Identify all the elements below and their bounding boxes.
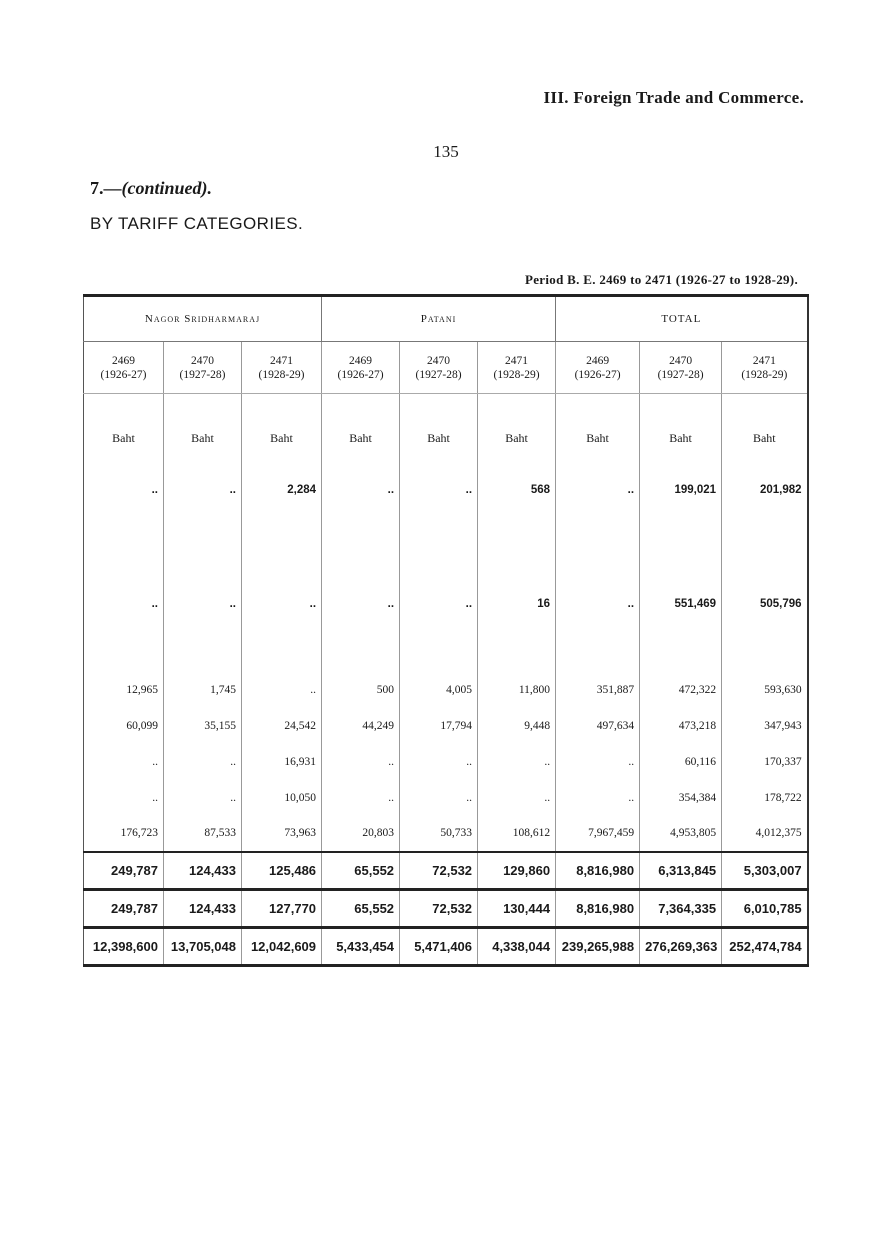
table-cell: 551,469 [640,598,722,626]
table-cell: .. [242,672,322,708]
table-cell: 4,012,375 [722,816,808,852]
year-header [164,342,242,394]
total-cell: 249,787 [84,890,164,928]
table-cell: 20,803 [322,816,400,852]
table-cell: 199,021 [640,484,722,512]
table-cell: 176,723 [120,827,158,839]
year-be: 2471 [505,354,529,367]
total-cell: 65,552 [322,890,400,928]
table-cell: .. [242,598,322,626]
table-cell: 108,612 [478,816,556,852]
total-cell: 276,269,363 [640,928,722,966]
year-ce: (1927-28) [657,368,704,381]
table-cell: 60,099 [126,719,158,732]
year-header [322,342,400,394]
table-cell: .. [152,791,158,804]
table-row [84,672,808,708]
table-cell: .. [322,484,400,512]
table-cell: .. [400,598,478,626]
total-cell: 6,313,845 [640,852,722,890]
table-cell: 12,965 [126,683,158,696]
total-cell: 72,532 [400,852,478,890]
table-cell: .. [164,484,242,512]
table-cell: .. [556,598,640,626]
total-cell: 249,787 [84,852,164,890]
spacer-row [84,512,808,598]
spacer-row [84,626,808,672]
year-ce: (1926-27) [574,368,621,381]
unit-cell: Baht [112,431,135,446]
table-cell: 178,722 [722,780,808,816]
table-cell: 505,796 [722,598,808,626]
table-cell: 87,533 [164,816,242,852]
period-caption: Period B. E. 2469 to 2471 (1926-27 to 1928-29). [525,272,798,287]
year-ce: (1928-29) [493,368,540,381]
table-cell: .. [478,780,556,816]
table-cell: .. [164,780,242,816]
table-cell: .. [322,598,400,626]
table-cell: 9,448 [478,708,556,744]
table-row [84,780,808,816]
group-header-total: TOTAL [556,296,808,342]
table-ref-continued: (continued). [121,178,213,198]
table-cell: 497,634 [556,708,640,744]
year-be: 2470 [669,354,693,367]
year-be: 2469 [112,354,135,367]
total-cell: 5,303,007 [722,852,808,890]
table-cell: .. [556,780,640,816]
table-cell: .. [400,744,478,780]
total-cell: 239,265,988 [556,928,640,966]
table-cell: .. [151,483,158,496]
table-cell: .. [322,780,400,816]
grand-total-row [84,928,808,966]
total-cell: 8,816,980 [556,852,640,890]
unit-cell: Baht [242,394,322,484]
table-cell: 201,982 [722,484,808,512]
total-cell: 65,552 [322,852,400,890]
table-cell: .. [556,744,640,780]
total-cell: 125,486 [242,852,322,890]
table-row [84,744,808,780]
unit-cell: Baht [322,394,400,484]
year-be: 2470 [191,354,214,367]
year-be: 2470 [427,354,451,367]
year-ce: (1928-29) [258,368,305,381]
table-cell: .. [322,744,400,780]
unit-cell: Baht [556,394,640,484]
unit-cell: Baht [640,394,722,484]
year-header [242,342,322,394]
unit-cell: Baht [164,394,242,484]
table-cell: .. [152,755,158,768]
table-cell: 593,630 [722,672,808,708]
table-cell: 472,322 [640,672,722,708]
year-header [478,342,556,394]
table-cell: 16 [478,598,556,626]
year-ce: (1926-27) [337,368,384,381]
group-header-patani: Patani [322,296,556,342]
table-cell: 7,967,459 [556,816,640,852]
unit-cell: Baht [478,394,556,484]
table-cell: 500 [322,672,400,708]
year-be: 2469 [349,354,373,367]
page-number: 135 [433,142,459,161]
trade-table [83,294,809,967]
table-cell: 44,249 [322,708,400,744]
total-cell: 72,532 [400,890,478,928]
section-heading: III. Foreign Trade and Commerce. [543,88,804,107]
total-cell: 124,433 [164,852,242,890]
table-cell: .. [164,744,242,780]
unit-cell: Baht [400,394,478,484]
total-cell: 130,444 [478,890,556,928]
table-cell: 10,050 [242,780,322,816]
total-cell: 124,433 [164,890,242,928]
group-header-row [84,296,808,342]
table-cell: 354,384 [640,780,722,816]
table-reference [90,178,212,199]
year-header-row [84,342,808,394]
year-be: 2471 [270,354,294,367]
year-ce: (1927-28) [415,368,462,381]
year-ce: (1927-28) [179,368,226,381]
year-ce: (1926-27) [100,368,147,381]
table-cell: 2,284 [242,484,322,512]
table-cell: 568 [478,484,556,512]
year-header [722,342,808,394]
year-header [640,342,722,394]
year-be: 2469 [586,354,610,367]
table-cell: .. [164,598,242,626]
table-cell: 170,337 [722,744,808,780]
table-cell: 17,794 [400,708,478,744]
table-row [84,708,808,744]
year-header [556,342,640,394]
group-header-nagor: Nagor Sridharmaraj [84,296,322,342]
total-cell: 252,474,784 [722,928,808,966]
table-ref-number: 7.— [90,178,122,198]
table-cell: 60,116 [640,744,722,780]
table-subtitle: BY TARIFF CATEGORIES. [90,214,304,233]
unit-row [84,394,808,484]
table-cell: .. [556,484,640,512]
year-be: 2471 [752,354,776,367]
total-cell: 5,433,454 [322,928,400,966]
year-header [400,342,478,394]
total-cell: 129,860 [478,852,556,890]
table-cell: .. [478,744,556,780]
total-cell: 7,364,335 [640,890,722,928]
table-cell: 4,005 [400,672,478,708]
table-cell: 24,542 [242,708,322,744]
table-row [84,484,808,512]
table-cell: 1,745 [164,672,242,708]
total-cell: 127,770 [242,890,322,928]
year-header [84,342,164,394]
total-cell: 6,010,785 [722,890,808,928]
table-cell: 50,733 [400,816,478,852]
table-cell: .. [400,780,478,816]
table-cell: 4,953,805 [640,816,722,852]
total-cell: 12,398,600 [84,928,164,966]
table-cell: 473,218 [640,708,722,744]
subtotal-row [84,852,808,890]
total-cell: 8,816,980 [556,890,640,928]
total-cell: 5,471,406 [400,928,478,966]
table-cell: 35,155 [164,708,242,744]
unit-cell: Baht [722,394,808,484]
table-cell: 11,800 [478,672,556,708]
table-cell: .. [400,484,478,512]
subtotal-row [84,890,808,928]
table-row [84,598,808,626]
table-cell: 73,963 [242,816,322,852]
total-cell: 12,042,609 [242,928,322,966]
table-cell: 347,943 [722,708,808,744]
table-cell: 16,931 [242,744,322,780]
table-cell: 351,887 [556,672,640,708]
table-cell: .. [151,597,158,610]
total-cell: 4,338,044 [478,928,556,966]
table-row [84,816,808,852]
total-cell: 13,705,048 [164,928,242,966]
year-ce: (1928-29) [741,368,788,381]
